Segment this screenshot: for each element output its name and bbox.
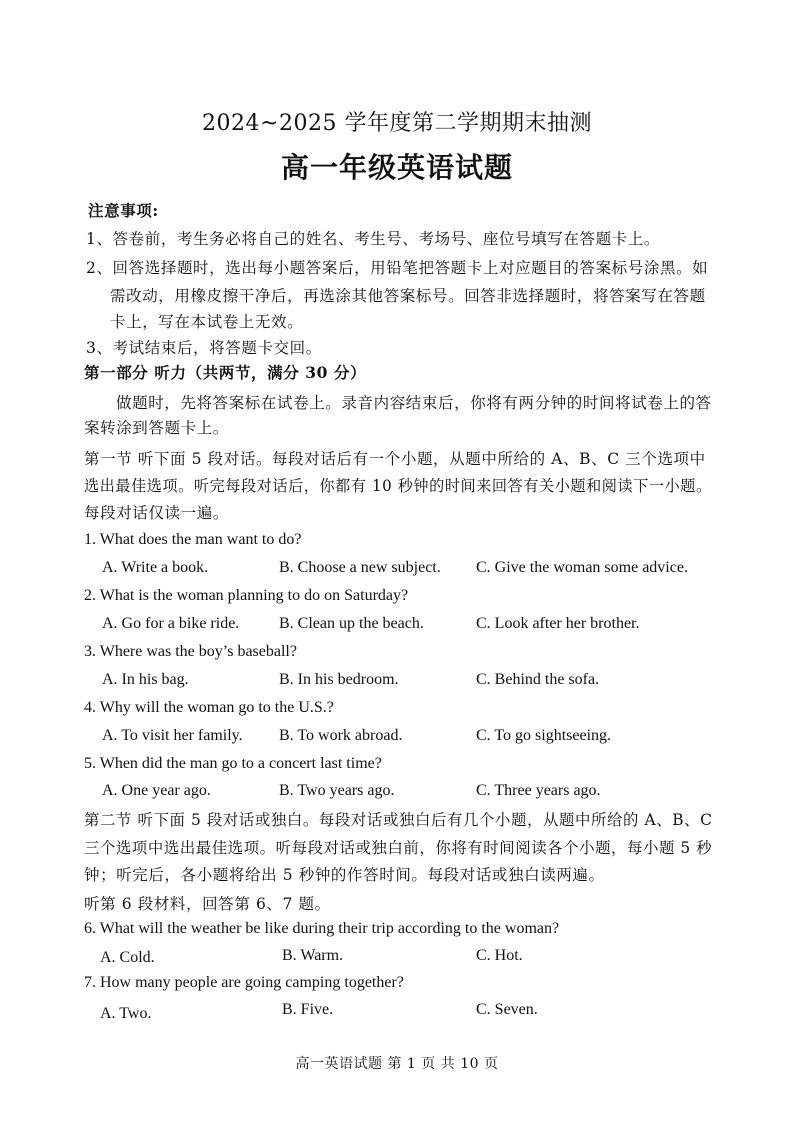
- part1-heading: 第一部分 听力（共两节，满分 30 分）: [84, 363, 367, 382]
- question-5-option-c: C. Three years ago.: [476, 782, 601, 799]
- part1-intro-line-1: 做题时，先将答案标在试卷上。录音内容结束后，你将有两分钟的时间将试卷上的答: [116, 394, 712, 412]
- question-4-option-a: A. To visit her family.: [102, 727, 243, 744]
- question-6: 6. What will the weather be like during their trip according to the woman?: [84, 920, 560, 937]
- question-2-option-b: B. Clean up the beach.: [279, 615, 424, 632]
- note-item-2-line-2: 需改动，用橡皮擦干净后，再选涂其他答案标号。回答非选择题时，将答案写在答题: [110, 287, 706, 305]
- question-1-option-b: B. Choose a new subject.: [279, 559, 441, 576]
- question-6-option-a: A. Cold.: [100, 949, 155, 966]
- question-5: 5. When did the man go to a concert last time?: [84, 755, 382, 772]
- question-2-option-c: C. Look after her brother.: [476, 615, 640, 632]
- question-1: 1. What does the man want to do?: [84, 531, 302, 548]
- question-3-option-c: C. Behind the sofa.: [476, 671, 600, 688]
- question-1-option-c: C. Give the woman some advice.: [476, 559, 688, 576]
- exam-title: 高一年级英语试题: [280, 151, 513, 184]
- section1-instructions-line-3: 每段对话仅读一遍。: [84, 504, 229, 522]
- section2-instructions-line-2: 三个选项中选出最佳选项。听每段对话或独白前，你将有时间阅读各个小题，每小题 5 秒: [84, 839, 713, 857]
- question-2: 2. What is the woman planning to do on Saturday?: [84, 587, 409, 604]
- question-3-option-b: B. In his bedroom.: [279, 671, 399, 688]
- section1-instructions-line-2: 选出最佳选项。听完每段对话后，你都有 10 秒钟的时间来回答有关小题和阅读下一小题。: [84, 477, 712, 495]
- question-7: 7. How many people are going camping together?: [84, 974, 404, 991]
- notes-heading: 注意事项:: [88, 201, 159, 220]
- section2-material-6: 听第 6 段材料，回答第 6、7 题。: [84, 895, 331, 913]
- question-4-option-c: C. To go sightseeing.: [476, 727, 612, 744]
- section2-instructions-line-1: 第二节 听下面 5 段对话或独白。每段对话或独白后有几个小题，从题中所给的 A、B、C: [84, 811, 713, 829]
- note-item-1: 1、答卷前，考生务必将自己的姓名、考生号、考场号、座位号填写在答题卡上。: [86, 230, 660, 248]
- question-3: 3. Where was the boy’s baseball?: [84, 643, 297, 660]
- section1-instructions-line-1: 第一节 听下面 5 段对话。每段对话后有一个小题，从题中所给的 A、B、C 三个选项中: [84, 450, 706, 468]
- question-2-option-a: A. Go for a bike ride.: [102, 615, 240, 632]
- part1-intro-line-2: 案转涂到答题卡上。: [84, 419, 229, 437]
- question-6-option-b: B. Warm.: [282, 947, 344, 964]
- question-6-option-c: C. Hot.: [476, 947, 523, 964]
- question-7-option-a: A. Two.: [100, 1005, 152, 1022]
- question-7-option-c: C. Seven.: [476, 1001, 538, 1018]
- question-4: 4. Why will the woman go to the U.S.?: [84, 699, 334, 716]
- note-item-2-line-1: 2、回答选择题时，选出每小题答案后，用铅笔把答题卡上对应题目的答案标号涂黑。如: [86, 259, 709, 277]
- page-footer: 高一英语试题 第 1 页 共 10 页: [295, 1056, 499, 1072]
- question-5-option-b: B. Two years ago.: [279, 782, 395, 799]
- question-5-option-a: A. One year ago.: [102, 782, 211, 799]
- note-item-3: 3、考试结束后，将答题卡交回。: [86, 339, 322, 357]
- note-item-2-line-3: 卡上，写在本试卷上无效。: [110, 313, 304, 331]
- question-3-option-a: A. In his bag.: [102, 671, 189, 688]
- section2-instructions-line-3: 钟；听完后，各小题将给出 5 秒钟的作答时间。每段对话或独白读两遍。: [84, 866, 605, 884]
- question-1-option-a: A. Write a book.: [102, 559, 209, 576]
- question-7-option-b: B. Five.: [282, 1001, 334, 1018]
- question-4-option-b: B. To work abroad.: [279, 727, 403, 744]
- exam-term: 2024~2025 学年度第二学期期末抽测: [202, 111, 592, 136]
